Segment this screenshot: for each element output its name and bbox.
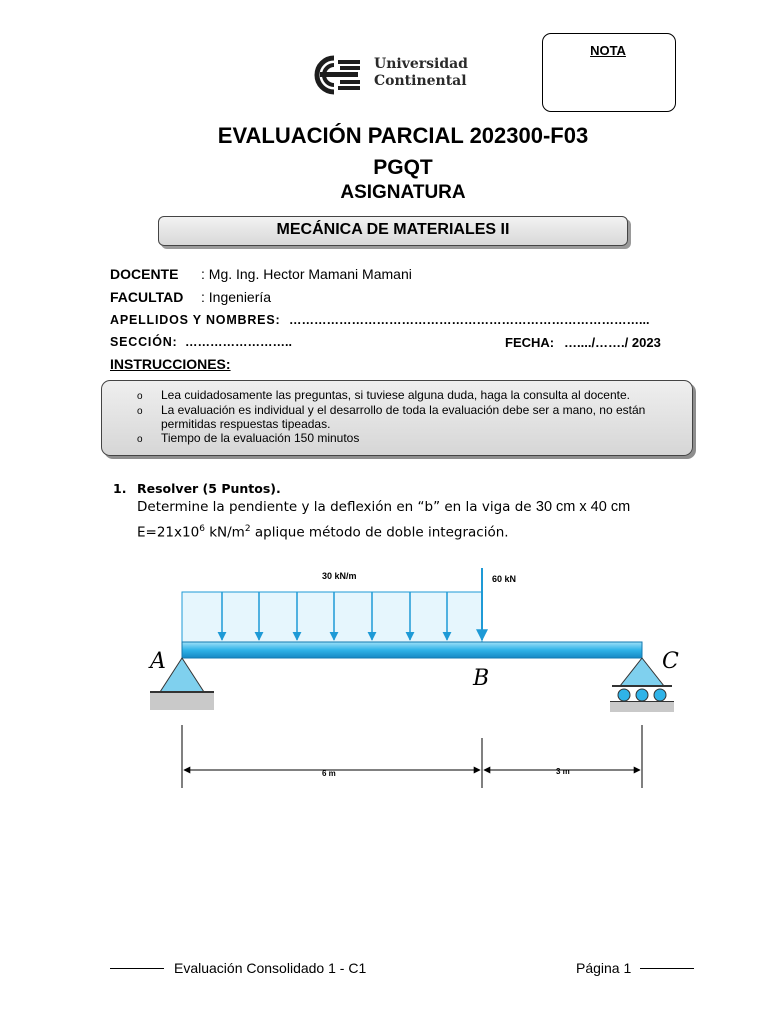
apellidos-field: …………………………………………………………………………... (289, 313, 650, 327)
exam-title: EVALUACIÓN PARCIAL 202300-F03 (217, 123, 589, 148)
ground-a (150, 692, 214, 710)
grade-label: NOTA (590, 43, 626, 58)
subject-heading: ASIGNATURA (340, 182, 466, 203)
point-b-label: B (473, 666, 490, 691)
footer-left-text: Evaluación Consolidado 1 - C1 (174, 960, 367, 976)
docente-value: : Mg. Ing. Hector Mamani Mamani (201, 266, 412, 282)
instruction-item: o Lea cuidadosamente las preguntas, si tuviese alguna duda, haga la consulta al docente. (137, 388, 630, 402)
question-title: Resolver (5 Puntos). (137, 481, 281, 496)
pin-support-a (160, 658, 204, 692)
instructions-list (137, 389, 645, 446)
fecha-field: …..../……./ 2023 (564, 335, 661, 350)
point-load-label: 60 kN (492, 574, 517, 584)
university-name (374, 56, 468, 90)
fecha-label: FECHA: (505, 335, 555, 350)
point-a-label: A (150, 649, 166, 674)
question-modulus: $E=21x10^6$ $kN/m^2$ aplique método de doble integración. (137, 524, 509, 541)
span-ab-label: 6 m (322, 769, 336, 778)
point-c-label: C (662, 649, 679, 674)
facultad-value: : Ingeniería (201, 289, 272, 305)
ground-c (610, 702, 674, 712)
distributed-load (182, 592, 482, 642)
instrucciones-label: INSTRUCCIONES: (110, 356, 231, 372)
question-statement: Determine la pendiente y la deflexión en “b” en la viga de 30 cm x 40 cm (137, 499, 631, 515)
beam (182, 642, 642, 658)
footer-page-number: Página 1 (576, 960, 632, 976)
seccion-label: SECCIÓN: (110, 335, 178, 349)
dimension-lines (182, 725, 642, 788)
docente-label: DOCENTE (110, 266, 179, 282)
university-name-line1: Universidad (374, 56, 468, 72)
seccion-field: …………………….. (185, 335, 292, 349)
footer-rule-right (640, 968, 694, 969)
university-name-line2: Continental (374, 73, 467, 89)
span-bc-label: 3 m (556, 767, 570, 776)
program-title: PGQT (373, 156, 433, 179)
footer-rule-left (110, 968, 164, 969)
apellidos-label: APELLIDOS Y NOMBRES: (110, 313, 281, 327)
facultad-label: FACULTAD (110, 289, 184, 305)
distributed-load-label: 30 kN/m (322, 571, 357, 581)
instruction-item: o Tiempo de la evaluación 150 minutos (137, 430, 360, 445)
question-number: 1. (113, 481, 127, 496)
course-name: MECÁNICA DE MATERIALES II (276, 221, 510, 238)
instruction-item: permitidas respuestas tipeadas. (161, 417, 331, 431)
roller-support-c (620, 658, 664, 686)
instruction-item: o La evaluación es individual y el desarrollo de toda la evaluación debe ser a mano, no están (137, 402, 646, 417)
beam-diagram (140, 560, 680, 800)
